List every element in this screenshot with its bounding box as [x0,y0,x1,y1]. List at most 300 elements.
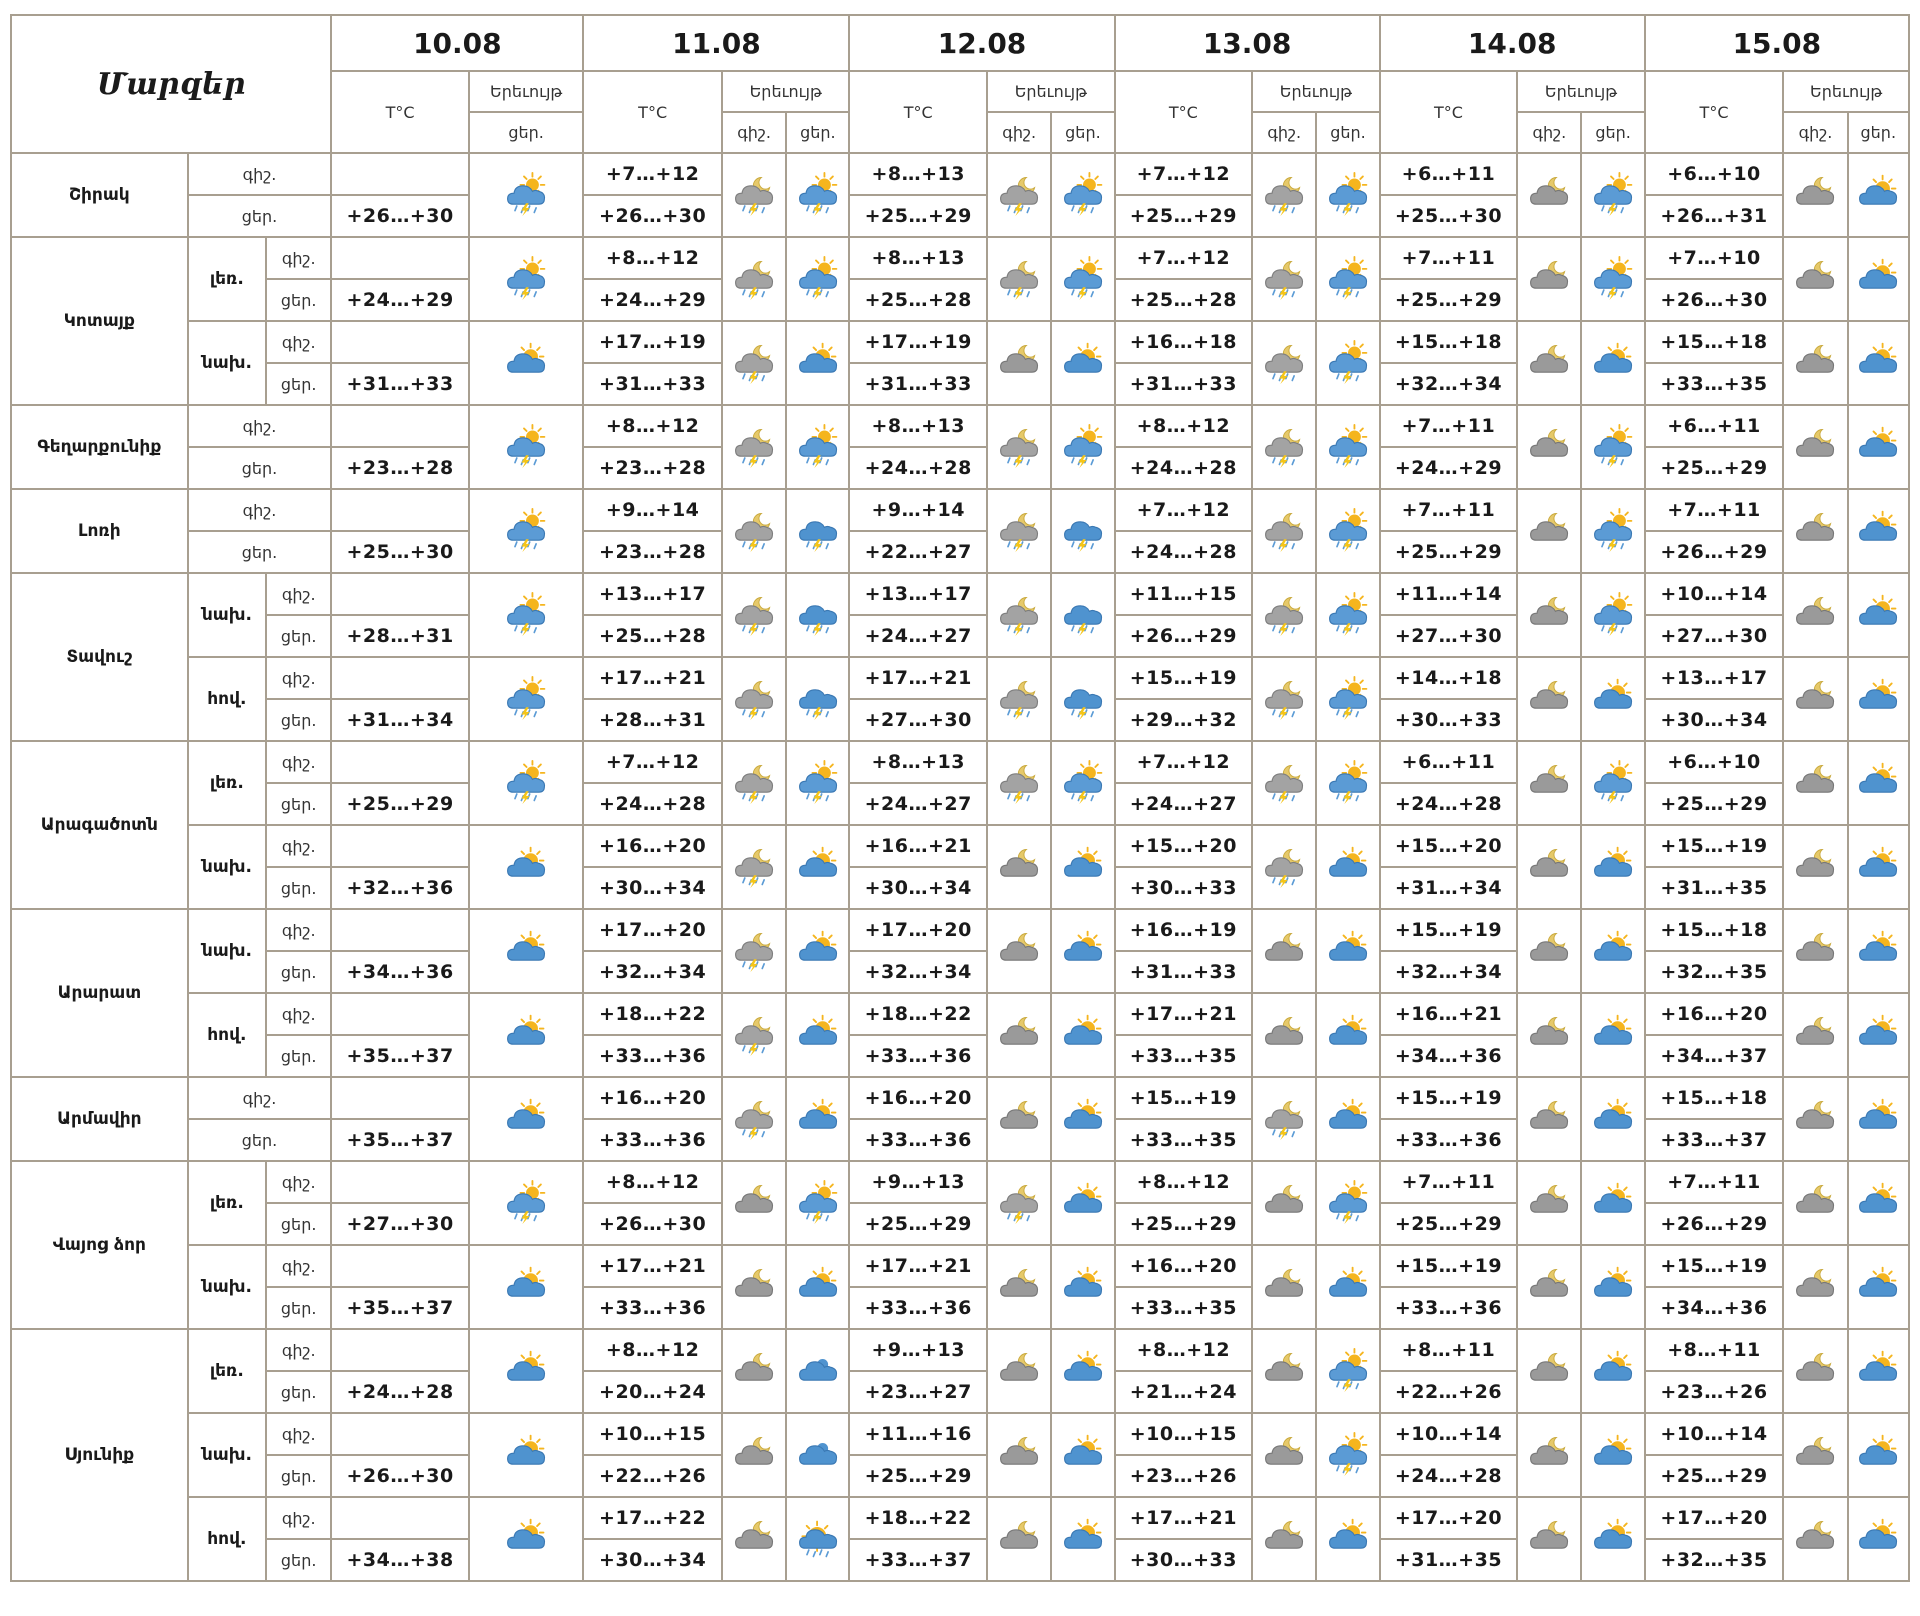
day-temp: +22…+26 [1380,1371,1518,1413]
day-temp: +27…+30 [1645,615,1784,657]
day-temp: +27…+30 [1380,615,1518,657]
cloud-sun-icon [1582,1180,1643,1226]
region-name: Գեղարքունիք [11,405,188,489]
cloud-moon-icon [1518,928,1580,974]
weather-icon-cell [1517,1413,1581,1497]
day-temp: +30…+33 [1380,699,1518,741]
day-temp: +33…+35 [1645,363,1784,405]
cloud-sun-icon [1582,1432,1643,1478]
night-temp [331,909,469,951]
cloud-moon-rain-thunder-icon [723,424,785,470]
night-temp: +14…+18 [1380,657,1518,699]
night-label: գիշ. [188,489,332,531]
cloud-moon-icon [988,1348,1050,1394]
cloud-sun-icon [1849,1432,1908,1478]
weather-icon-cell [722,657,786,741]
cloud-sun-icon [1849,1180,1908,1226]
cloud-sun-rain-thunder-icon [1317,1180,1378,1226]
night-temp: +17…+21 [849,657,987,699]
subregion-label: լեռ. [188,1329,266,1413]
night-label: գիշ. [266,1329,331,1371]
night-col-header: գիշ. [987,112,1051,153]
table-row [11,993,1909,1035]
cloud-moon-rain-thunder-icon [1253,1096,1315,1142]
weather-icon-cell [1051,825,1114,909]
day-temp: +25…+29 [1645,783,1784,825]
weather-icon-cell [1848,1245,1909,1329]
night-temp: +16…+21 [849,825,987,867]
night-temp: +17…+20 [1380,1497,1518,1539]
weather-icon-cell [722,993,786,1077]
night-temp [331,237,469,279]
day-temp: +26…+30 [1645,279,1784,321]
weather-icon-cell [1517,1497,1581,1581]
cloud-moon-rain-thunder-icon [988,676,1050,722]
day-temp: +23…+27 [849,1371,987,1413]
cloud-moon-icon [1253,1012,1315,1058]
weather-icon-cell [469,1161,583,1245]
cloud-sun-rain-thunder-icon [470,256,582,302]
cloud-sun-icon [1849,340,1908,386]
night-temp [331,1161,469,1203]
day-temp: +25…+28 [849,279,987,321]
weather-icon-cell [1517,1329,1581,1413]
day-label: ցեր. [266,279,331,321]
cloud-sun-icon [1317,1264,1378,1310]
night-temp: +7…+11 [1645,489,1784,531]
day-temp: +28…+31 [583,699,722,741]
day-temp: +25…+29 [1645,447,1784,489]
cloud-sun-icon [1582,844,1643,890]
weather-icon-cell [722,1161,786,1245]
cloud-moon-rain-thunder-icon [988,256,1050,302]
cloud-moon-icon [1784,928,1846,974]
subregion-label: լեռ. [188,237,266,321]
cloud-rain-thunder-icon [787,592,848,638]
night-temp: +7…+12 [1115,153,1253,195]
night-temp: +16…+21 [1380,993,1518,1035]
day-temp: +22…+26 [583,1455,722,1497]
region-name: Արագածոտն [11,741,188,909]
day-label: ցեր. [266,1035,331,1077]
cloud-sun-icon [1849,1012,1908,1058]
cloud-moon-rain-thunder-icon [723,1012,785,1058]
weather-icon-cell [786,993,849,1077]
weather-icon-cell [1783,909,1847,993]
night-temp: +17…+21 [1115,993,1253,1035]
day-temp: +25…+30 [331,531,469,573]
day-temp: +30…+33 [1115,1539,1253,1581]
day-temp: +33…+36 [1380,1287,1518,1329]
cloud-sun-icon [470,1348,582,1394]
night-temp: +18…+22 [849,993,987,1035]
night-temp: +8…+12 [583,1329,722,1371]
night-temp: +7…+10 [1645,237,1784,279]
temp-col-header: T°C [1115,71,1253,153]
weather-icon-cell [987,573,1051,657]
night-label: գիշ. [266,1245,331,1287]
night-temp: +13…+17 [583,573,722,615]
weather-icon-cell [722,321,786,405]
weather-icon-cell [1051,1077,1114,1161]
date-header: 13.08 [1115,15,1380,71]
weather-icon-cell [1051,405,1114,489]
weather-icon-cell [722,1497,786,1581]
cloud-sun-icon [1849,256,1908,302]
cloud-moon-rain-thunder-icon [1253,844,1315,890]
weather-icon-cell [987,657,1051,741]
weather-icon-cell [987,1413,1051,1497]
cloud-sun-rain-thunder-icon [1317,172,1378,218]
weather-icon-cell [1848,321,1909,405]
phenomenon-col-header: Երեւույթ [722,71,850,112]
cloud-sun-rain-thunder-icon [1317,256,1378,302]
day-temp: +26…+30 [583,1203,722,1245]
day-temp: +33…+36 [583,1119,722,1161]
day-temp: +25…+28 [1115,279,1253,321]
night-temp: +17…+20 [1645,1497,1784,1539]
phenomenon-col-header: Երեւույթ [987,71,1115,112]
cloud-sun-rain-thunder-icon [1317,760,1378,806]
weather-icon-cell [786,1329,849,1413]
night-temp: +6…+11 [1380,153,1518,195]
day-temp: +24…+28 [583,783,722,825]
cloud-moon-rain-thunder-icon [723,1096,785,1142]
day-temp: +24…+27 [849,783,987,825]
date-header: 10.08 [331,15,583,71]
weather-icon-cell [1783,1245,1847,1329]
night-label: գիշ. [266,825,331,867]
day-temp: +25…+29 [849,1455,987,1497]
night-temp: +15…+19 [1645,1245,1784,1287]
weather-icon-cell [722,489,786,573]
night-temp: +6…+11 [1380,741,1518,783]
day-temp: +25…+29 [1115,1203,1253,1245]
weather-icon-cell [469,657,583,741]
night-temp: +8…+12 [583,237,722,279]
night-temp: +16…+19 [1115,909,1253,951]
day-temp: +28…+31 [331,615,469,657]
table-row [11,909,1909,951]
day-label: ցեր. [266,1287,331,1329]
forecast-table [10,14,1910,1582]
night-label: գիշ. [266,1413,331,1455]
day-label: ցեր. [266,1539,331,1581]
cloud-moon-rain-thunder-icon [1253,172,1315,218]
cloud-sun-icon [1582,676,1643,722]
temp-col-header: T°C [583,71,722,153]
day-col-header: ցեր. [469,112,583,153]
cloud-moon-rain-thunder-icon [1253,760,1315,806]
day-temp: +25…+30 [1380,195,1518,237]
day-temp: +33…+36 [849,1035,987,1077]
cloud-moon-icon [1784,340,1846,386]
cloud-sun-icon [470,1012,582,1058]
cloud-moon-icon [1253,1180,1315,1226]
cloud-moon-icon [1518,1012,1580,1058]
cloud-moon-icon [1518,172,1580,218]
cloud-sun-icon [787,1012,848,1058]
table-row [11,573,1909,615]
night-temp [331,657,469,699]
cloud-sun-icon [470,1516,582,1562]
sun-cloud-rain-icon [787,1516,848,1562]
night-temp: +8…+12 [583,1161,722,1203]
cloud-moon-icon [1784,844,1846,890]
day-temp: +31…+34 [331,699,469,741]
night-label: գիշ. [188,405,332,447]
table-row [11,657,1909,699]
day-temp: +30…+34 [1645,699,1784,741]
weather-icon-cell [1783,993,1847,1077]
day-temp: +27…+30 [331,1203,469,1245]
day-temp: +35…+37 [331,1119,469,1161]
day-temp: +31…+35 [1645,867,1784,909]
cloud-moon-icon [1518,592,1580,638]
weather-icon-cell [469,321,583,405]
weather-icon-cell [1517,321,1581,405]
day-label: ցեր. [266,699,331,741]
weather-icon-cell [1316,1161,1379,1245]
night-label: գիշ. [266,1161,331,1203]
cloud-sun-icon [1317,1012,1378,1058]
weather-icon-cell [1252,1245,1316,1329]
night-temp [331,573,469,615]
day-temp: +27…+30 [849,699,987,741]
night-temp: +17…+21 [849,1245,987,1287]
region-name: Արարատ [11,909,188,1077]
day-temp: +23…+28 [583,447,722,489]
day-temp: +25…+29 [849,1203,987,1245]
weather-icon-cell [1783,1329,1847,1413]
night-label: գիշ. [188,153,332,195]
weather-icon-cell [786,573,849,657]
weather-icon-cell [1051,1329,1114,1413]
cloud-sun-icon [470,1096,582,1142]
cloud-moon-rain-thunder-icon [1253,256,1315,302]
weather-icon-cell [987,993,1051,1077]
day-temp: +24…+28 [1380,783,1518,825]
night-temp: +18…+22 [583,993,722,1035]
date-header: 14.08 [1380,15,1645,71]
weather-icon-cell [722,1329,786,1413]
weather-icon-cell [1848,573,1909,657]
weather-icon-cell [1051,321,1114,405]
cloud-moon-icon [1784,1264,1846,1310]
subregion-label: նախ. [188,321,266,405]
cloud-sun-icon [1052,1348,1113,1394]
weather-icon-cell [1252,405,1316,489]
weather-icon-cell [1252,1413,1316,1497]
cloud-sun-rain-thunder-icon [470,760,582,806]
weather-icon-cell [1783,489,1847,573]
cloud-moon-rain-thunder-icon [1253,340,1315,386]
night-temp: +16…+18 [1115,321,1253,363]
cloud-moon-icon [1518,1432,1580,1478]
cloud-moon-rain-thunder-icon [988,760,1050,806]
cloud-moon-icon [1253,1264,1315,1310]
day-temp: +24…+28 [849,447,987,489]
weather-icon-cell [469,1245,583,1329]
night-temp [331,1077,469,1119]
weather-icon-cell [1581,1245,1644,1329]
weather-icon-cell [1517,489,1581,573]
cloud-moon-icon [723,1348,785,1394]
phenomenon-col-header: Երեւույթ [1517,71,1645,112]
weather-icon-cell [1581,741,1644,825]
weather-icon-cell [786,489,849,573]
cloud-rain-thunder-icon [787,676,848,722]
night-temp: +7…+11 [1380,405,1518,447]
cloud-moon-icon [1784,592,1846,638]
day-temp: +26…+30 [331,195,469,237]
table-row [11,1497,1909,1539]
night-temp: +10…+15 [1115,1413,1253,1455]
weather-icon-cell [1051,153,1114,237]
weather-icon-cell [1848,825,1909,909]
day-temp: +24…+28 [1115,447,1253,489]
cloud-moon-icon [1518,844,1580,890]
cloud-sun-rain-thunder-icon [470,172,582,218]
night-col-header: գիշ. [722,112,786,153]
table-header [11,15,1909,153]
cloud-sun-icon [1317,928,1378,974]
cloud-sun-icon [1052,928,1113,974]
night-temp: +18…+22 [849,1497,987,1539]
night-temp [331,993,469,1035]
night-temp: +17…+20 [849,909,987,951]
cloud-sun-rain-thunder-icon [1052,256,1113,302]
cloud-sun-icon [1052,340,1113,386]
subregion-label: հով. [188,1497,266,1581]
cloud-drizzle-icon [787,1348,848,1394]
day-temp: +34…+36 [1645,1287,1784,1329]
night-temp [331,405,469,447]
day-temp: +32…+36 [331,867,469,909]
weather-icon-cell [1252,321,1316,405]
cloud-sun-rain-thunder-icon [787,1180,848,1226]
cloud-sun-icon [1052,1516,1113,1562]
cloud-moon-icon [988,340,1050,386]
day-temp: +33…+36 [849,1287,987,1329]
weather-icon-cell [469,153,583,237]
weather-icon-cell [469,909,583,993]
weather-icon-cell [1517,993,1581,1077]
cloud-moon-icon [1518,1348,1580,1394]
night-temp: +15…+18 [1645,1077,1784,1119]
day-temp: +31…+33 [849,363,987,405]
cloud-sun-rain-thunder-icon [1317,424,1378,470]
day-label: ցեր. [188,195,332,237]
day-temp: +24…+29 [1380,447,1518,489]
cloud-moon-icon [723,1180,785,1226]
cloud-sun-rain-thunder-icon [787,256,848,302]
weather-icon-cell [1783,237,1847,321]
day-temp: +33…+36 [583,1035,722,1077]
table-row [11,1245,1909,1287]
weather-icon-cell [786,321,849,405]
day-temp: +34…+38 [331,1539,469,1581]
day-temp: +23…+28 [331,447,469,489]
weather-icon-cell [1848,657,1909,741]
cloud-sun-rain-thunder-icon [1582,256,1643,302]
weather-icon-cell [1581,153,1644,237]
night-temp: +16…+20 [583,825,722,867]
night-label: գիշ. [266,321,331,363]
weather-icon-cell [1581,1497,1644,1581]
night-temp: +8…+11 [1380,1329,1518,1371]
subregion-label: լեռ. [188,741,266,825]
weather-icon-cell [1316,1497,1379,1581]
day-temp: +31…+33 [1115,363,1253,405]
day-temp: +25…+29 [1645,1455,1784,1497]
region-name: Վայոց ձոր [11,1161,188,1329]
night-temp: +15…+18 [1645,909,1784,951]
weather-icon-cell [1051,237,1114,321]
night-temp: +13…+17 [1645,657,1784,699]
day-col-header: ցեր. [1051,112,1114,153]
table-row [11,1413,1909,1455]
weather-icon-cell [1051,1161,1114,1245]
day-temp: +33…+37 [849,1539,987,1581]
cloud-moon-icon [988,1264,1050,1310]
day-temp: +25…+29 [331,783,469,825]
subregion-label: նախ. [188,1413,266,1497]
weather-icon-cell [1517,237,1581,321]
day-temp: +33…+36 [849,1119,987,1161]
day-temp: +33…+37 [1645,1119,1784,1161]
night-temp: +7…+12 [583,153,722,195]
phenomenon-col-header: Երեւույթ [469,71,583,112]
table-body [11,153,1909,1581]
weather-icon-cell [1783,741,1847,825]
region-name: Արմավիր [11,1077,188,1161]
weather-icon-cell [1848,993,1909,1077]
regions-title: Մարզեր [11,15,331,153]
cloud-sun-rain-thunder-icon [1052,172,1113,218]
cloud-moon-icon [1253,1516,1315,1562]
night-temp [331,1245,469,1287]
night-temp: +15…+18 [1645,321,1784,363]
weather-icon-cell [987,405,1051,489]
cloud-sun-rain-thunder-icon [1317,592,1378,638]
day-label: ցեր. [188,447,332,489]
weather-icon-cell [786,237,849,321]
weather-icon-cell [1783,1413,1847,1497]
weather-icon-cell [1316,909,1379,993]
weather-icon-cell [469,993,583,1077]
date-header: 11.08 [583,15,849,71]
weather-icon-cell [987,1077,1051,1161]
cloud-moon-icon [1784,1432,1846,1478]
weather-icon-cell [987,741,1051,825]
day-label: ցեր. [266,1371,331,1413]
cloud-sun-icon [1849,1096,1908,1142]
phenomenon-col-header: Երեւույթ [1783,71,1909,112]
day-temp: +33…+35 [1115,1119,1253,1161]
cloud-sun-icon [1849,760,1908,806]
weather-icon-cell [786,909,849,993]
cloud-sun-icon [1317,1516,1378,1562]
night-temp: +15…+19 [1380,909,1518,951]
cloud-sun-rain-thunder-icon [1582,172,1643,218]
day-temp: +31…+33 [583,363,722,405]
weather-icon-cell [1051,1245,1114,1329]
cloud-moon-rain-thunder-icon [723,256,785,302]
weather-icon-cell [1252,1077,1316,1161]
day-temp: +34…+36 [331,951,469,993]
night-temp: +7…+11 [1380,489,1518,531]
